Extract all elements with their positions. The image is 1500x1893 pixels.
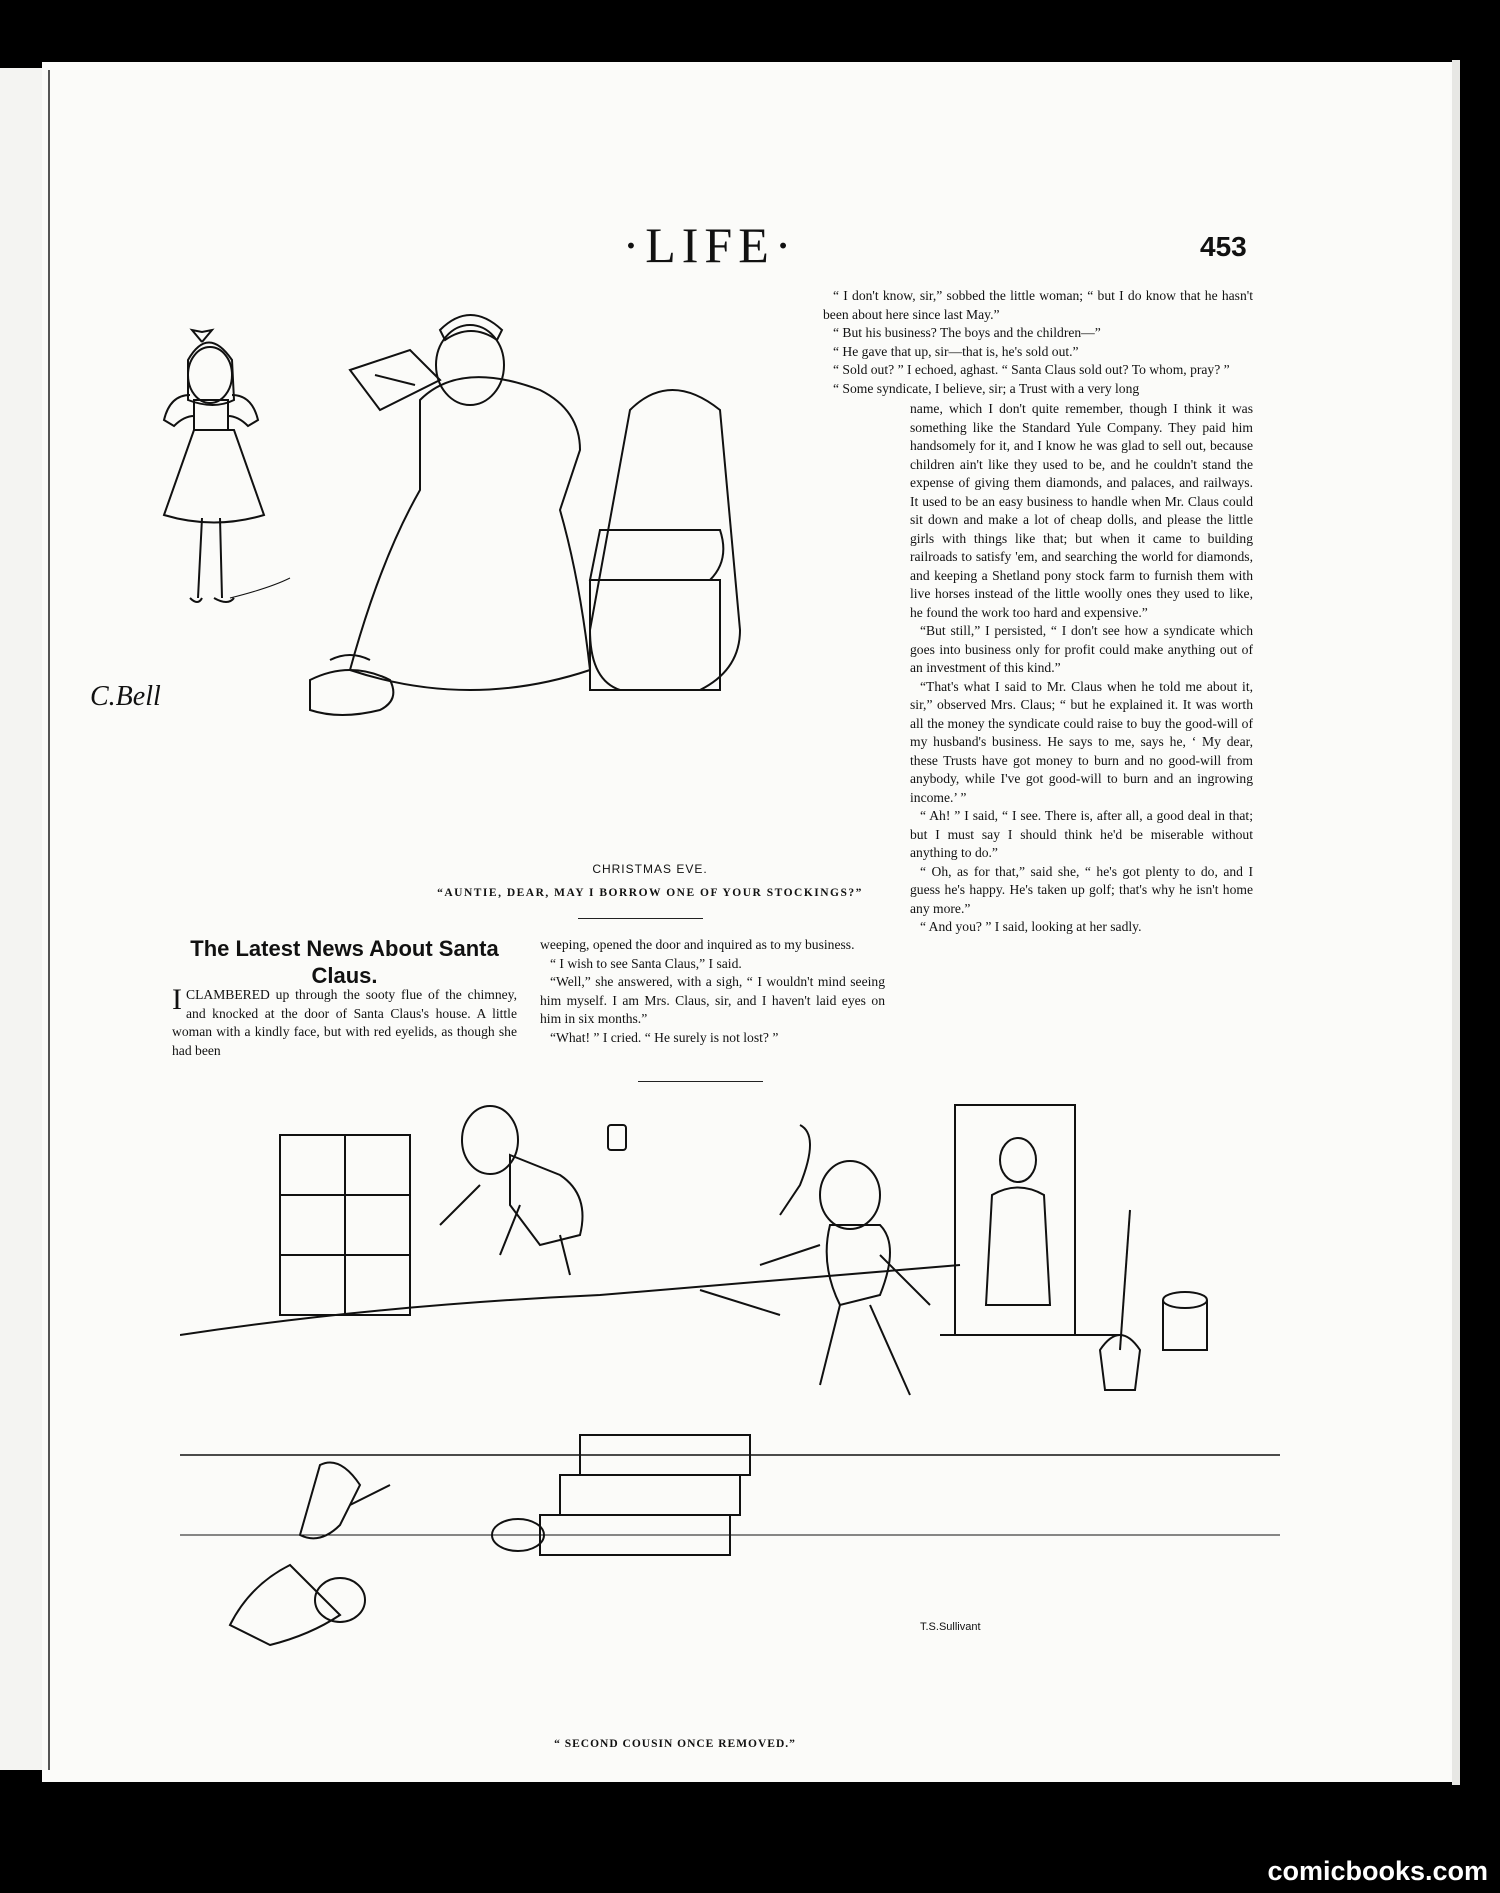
article-paragraph: “ He gave that up, sir—that is, he's sold out.” — [833, 343, 1079, 359]
article-top-column — [823, 287, 1253, 398]
second-cousin-illustration — [180, 1095, 1280, 1715]
article-paragraph: “ Sold out? ” I echoed, aghast. “ Santa Claus sold out? To whom, pray? ” — [833, 362, 1230, 377]
christmas-eve-illustration — [90, 280, 910, 860]
top-caption-quote: “AUNTIE, DEAR, MAY I BORROW ONE OF YOUR STOCKINGS?” — [437, 887, 863, 899]
article-paragraph: “Well,” she answered, with a sigh, “ I wouldn't mind seeing him myself. I am Mrs. Claus, sir, and I haven't laid eyes on him in six months.” — [540, 974, 885, 1026]
article-paragraph: “ I wish to see Santa Claus,” I said. — [550, 955, 742, 971]
article-paragraph: “ I don't know, sir,” sobbed the little woman; “ but I do know that he hasn't been about here since last May.” — [823, 288, 1253, 322]
article-paragraph: “ Some syndicate, I believe, sir; a Trust with a very long — [833, 380, 1140, 396]
gutter-line — [48, 70, 50, 1770]
article-paragraph: “But still,” I persisted, “ I don't see how a syndicate which goes into business only for profit could make anything out of an investment of this kind.” — [910, 623, 1253, 675]
signature-sullivant: T.S.Sullivant — [920, 1621, 981, 1633]
watermark: comicbooks.com — [1267, 1856, 1488, 1886]
article-paragraph: CLAMBERED up through the sooty flue of the chimney, and knocked at the door of Santa Claus's house. A little woman with a kindly face, but with red eyelids, as though she had been — [172, 987, 517, 1058]
masthead: ·LIFE· — [622, 217, 798, 273]
article-paragraph: “What! ” I cried. “ He surely is not lost? ” — [550, 1029, 779, 1045]
dropcap: I — [172, 983, 182, 1016]
page-number: 453 — [1200, 231, 1247, 262]
page-edge — [1452, 60, 1460, 1785]
bottom-caption: “ SECOND COUSIN ONCE REMOVED.” — [554, 1738, 796, 1750]
article-paragraph: “ Ah! ” I said, “ I see. There is, after all, a good deal in that; but I must say I should think he'd be miserable without anything to do.” — [910, 808, 1253, 860]
article-paragraph: “ Oh, as for that,” said she, “ he's got plenty to do, and I guess he's happy. He's taken up golf; that's why he isn't home any more.” — [910, 863, 1253, 916]
divider-rule — [578, 918, 703, 919]
article-middle-column — [540, 936, 885, 1047]
article-headline: The Latest News About Santa Claus. — [190, 936, 499, 988]
article-paragraph: “ And you? ” I said, looking at her sadly. — [920, 919, 1142, 934]
signature-cbell: C.Bell — [90, 681, 161, 712]
article-paragraph: “ But his business? The boys and the children—” — [833, 325, 1101, 340]
divider-rule — [638, 1081, 763, 1082]
article-paragraph: weeping, opened the door and inquired as to my business. — [540, 937, 855, 952]
article-left-column — [172, 983, 517, 1060]
article-paragraph: name, which I don't quite remember, though I think it was something like the Standard Yule Company. They paid him handsomely for it, and I know he was glad to sell out, because children ain't like they used to be, and he couldn't stand the expense of giving them diamonds, and palaces, and railways. It used to be an easy business to handle when Mr. Claus could sit down and make a lot of cheap dolls, and please the little girls with things like that; but when it came to building railroads to satisfy 'em, and searching the world for diamonds, and keeping a Shetland pony stock farm to furnish them with live horses instead of the little woolly ones they used to like, he found the work too hard and expensive.” — [910, 401, 1253, 620]
top-caption-title: CHRISTMAS EVE. — [592, 862, 708, 876]
article-paragraph: “That's what I said to Mr. Claus when he told me about it, sir,” observed Mrs. Claus; “ but he explained it. It was worth all the money the syndicate could raise to buy the good-will of my husband's business. He says to me, says he, ‘ My dear, these Trusts have got money to burn and no good-will from anybody, while I've got good-will to burn and an ingrowing income.’ ” — [910, 678, 1253, 805]
article-right-column — [910, 400, 1253, 937]
